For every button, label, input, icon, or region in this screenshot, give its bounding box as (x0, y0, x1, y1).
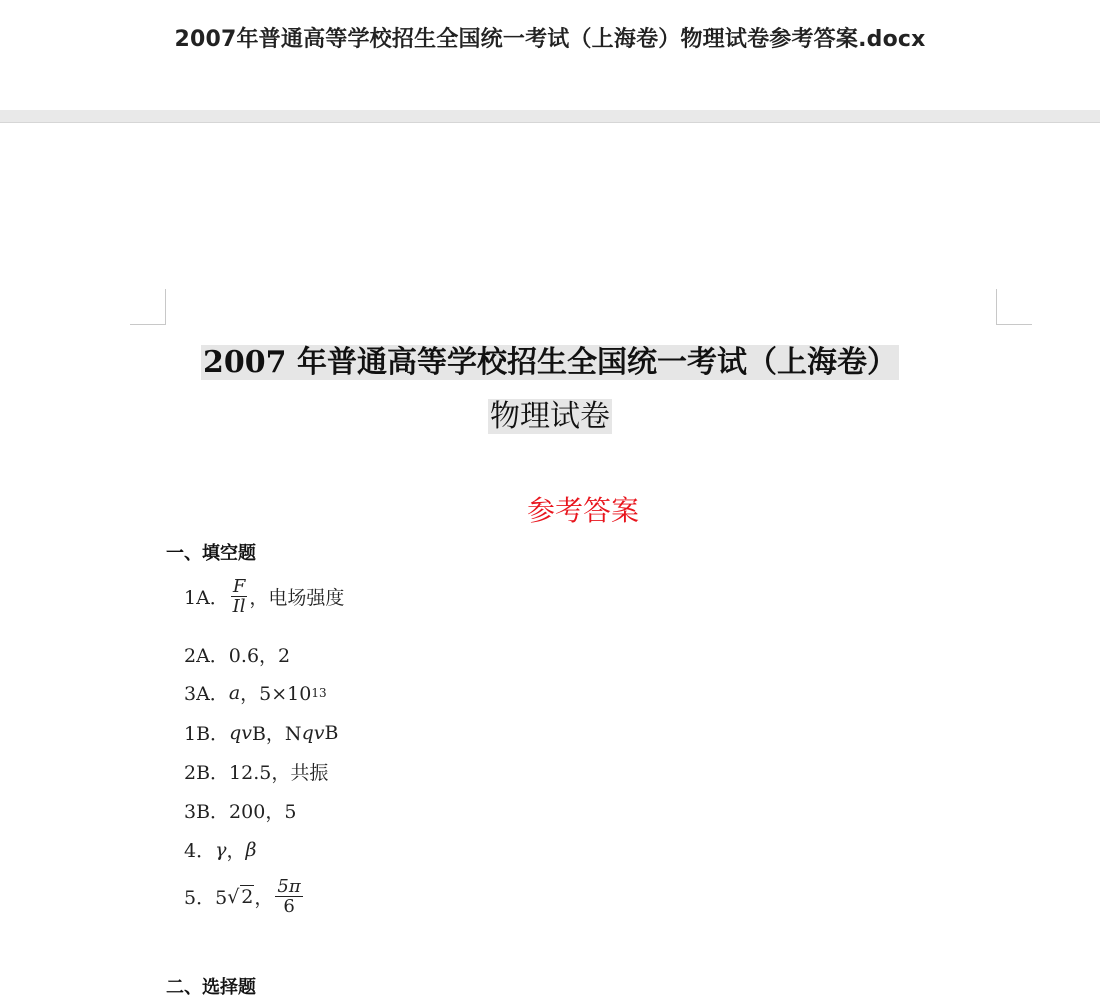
crop-mark-left (130, 289, 166, 325)
page-gap (0, 110, 1100, 123)
answer-3b: 3B．200，5 (184, 801, 297, 823)
answer-5: 5．5 √ 2 ， $\frac{5\pi}{6}$ (184, 876, 301, 917)
document-title: 2007年普通高等学校招生全国统一考试（上海卷）物理试卷参考答案.docx (174, 27, 926, 52)
document-page (0, 123, 1100, 998)
heading-line1: 2007 年普通高等学校招生全国统一考试（上海卷） (203, 345, 897, 380)
answer-2b: 2B．12.5，共振 (184, 762, 329, 784)
answer-2a: 2A．0.6，2 (184, 645, 291, 667)
answer-3a: 3A． a ，5×10 13 (184, 681, 327, 705)
section-multiple-choice: 二、选择题 (166, 977, 256, 998)
title-bar (0, 0, 1100, 110)
crop-mark-right (996, 289, 1032, 325)
answer-1b: 1B． qv B，N qv B (184, 721, 339, 745)
answer-1a: 1A． $\frac{F}{Il}$ ，电场强度 (184, 576, 345, 617)
answers-title: 参考答案 (526, 494, 639, 527)
fraction: $\frac{5\pi}{6}$ (277, 876, 301, 917)
answer-4: 4． γ ， β (184, 838, 257, 862)
heading-line2: 物理试卷 (490, 399, 610, 434)
sqrt-symbol: √ (227, 885, 240, 908)
section-fill-blank: 一、填空题 (166, 543, 256, 564)
fraction: $\frac{F}{Il}$ (232, 576, 246, 617)
